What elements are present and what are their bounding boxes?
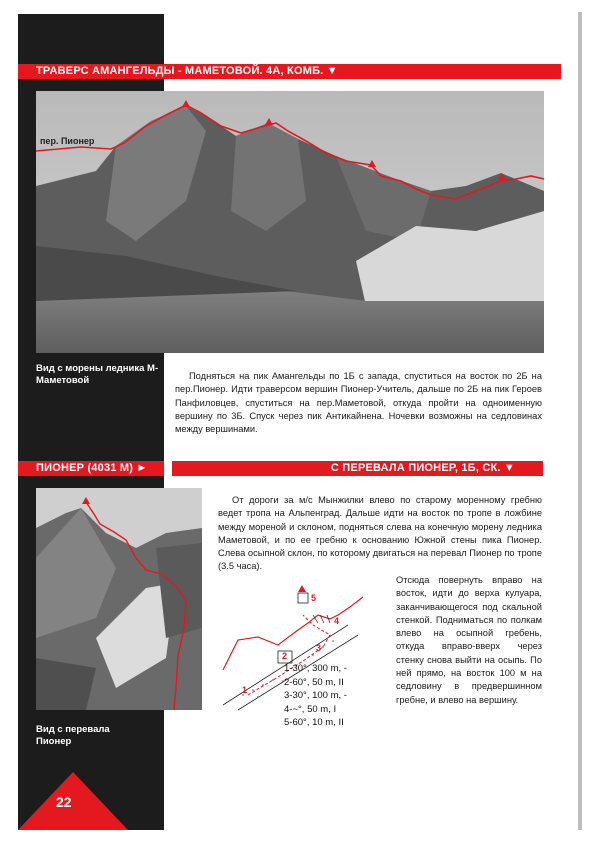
page-spine <box>578 12 582 830</box>
diagram-marker-3: 3 <box>316 643 322 653</box>
route-section-5: 5-60°, 10 m, II <box>284 717 344 728</box>
diagram-marker-5: 5 <box>311 593 317 603</box>
route-section-3: 3-30°, 100 m, - <box>284 690 347 701</box>
section1-caption: Вид с морены ледника М-Маметовой <box>36 363 159 386</box>
diagram-marker-2: 2 <box>282 651 288 661</box>
section2-text-right: Отсюда повернуть вправо на восток, идти до верха кулуара, заканчивающегося под скальной стенкой. Подниматься по полкам влево на осыпной гребень, откуда вправо-вверх через стенку снова выйти на осыпь. По ней прямо, на восток 100 м на седловину в предвершинном гребне, и влево на вершину. <box>396 575 542 705</box>
section2-header-right <box>172 461 543 476</box>
pioneer-photo <box>36 488 202 710</box>
section1-header <box>18 64 561 79</box>
section2-route-title: С ПЕРЕВАЛА ПИОНЕР, 1Б, СК. ▼ <box>330 462 515 474</box>
section2-peak-title: ПИОНЕР (4031 М) ► <box>36 462 148 474</box>
section2-header-left <box>18 461 164 476</box>
diagram-marker-4: 4 <box>334 616 340 626</box>
route-section-4: 4-~°, 50 m, I <box>284 703 337 715</box>
section1-title: ТРАВЕРС АМАНГЕЛЬДЫ - МАМЕТОВОЙ. 4А, КОМБ. ▼ <box>36 65 338 77</box>
diagram-marker-1: 1 <box>242 685 248 695</box>
section1-text: Подняться на пик Амангельды по 1Б с запада, спуститься на восток по 2Б на пер.Пионер. Идти траверсом вершин Пионер-Учитель, дальше по 2Б на пик Героев Панфиловцев, спуститься на пер.Маметовой, откуда пройти на одноименную вершину по 3Б. Спуск через пик Антикайнена. Ночевки возможны на седловинах между вершинами. <box>175 371 542 435</box>
page-number-triangle <box>18 772 128 830</box>
route-section-1: 1-30°, 300 m, - <box>284 663 347 674</box>
route-sections <box>284 662 347 730</box>
panorama-image <box>36 91 544 353</box>
page-number-marker <box>18 772 128 835</box>
photo-label-pioneer: пер. Пионер <box>40 136 95 146</box>
section2-text-top: От дороги за м/с Мынжилки влево по старому моренному гребню ведет тропа на Альпенград. Дальше идти на восток по тропе в ложбине между мореной и склоном, подняться слева на конечную морену ледника Маметовой, и по ее гребню к основанию Южной стены пика Пионер. Слева осыпной склон, по которому двигаться на перевал Пионер по тропе (3.5 часа). <box>218 495 542 572</box>
pioneer-image <box>36 488 202 710</box>
section2-caption: Вид с перевала Пионер <box>36 724 110 747</box>
panorama-photo <box>36 91 544 353</box>
page-number: 22 <box>56 794 72 810</box>
route-section-2: 2-60°, 50 m, II <box>284 676 344 688</box>
